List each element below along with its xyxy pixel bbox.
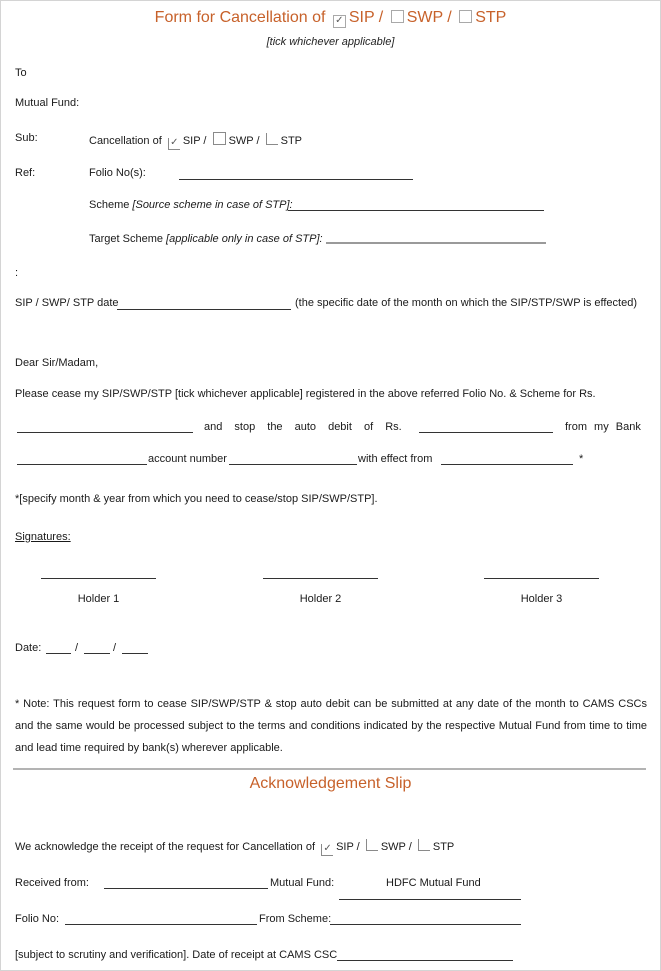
scheme-prefix: Scheme	[89, 199, 130, 211]
sub-swp-label: SWP /	[228, 135, 260, 147]
date-sep-2: /	[113, 642, 117, 654]
ack-folio-input-line[interactable]	[65, 924, 257, 925]
salutation: Dear Sir/Madam,	[15, 357, 99, 369]
mutual-fund-label: Mutual Fund:	[15, 97, 80, 109]
ack-stp-label: STP	[432, 841, 455, 853]
signatures-heading: Signatures:	[15, 531, 71, 543]
star-mark: *	[579, 453, 584, 465]
sip-date-note: (the specific date of the month on which the SIP/STP/SWP is effected)	[295, 297, 637, 309]
sub-stp-label: STP	[280, 135, 303, 147]
sub-prefix: Cancellation of	[89, 135, 162, 147]
date-year-line[interactable]	[122, 653, 148, 654]
holder-3-label: Holder 3	[520, 593, 563, 605]
received-from-label: Received from:	[15, 877, 89, 889]
sip-date-input-line[interactable]	[117, 309, 291, 310]
ack-title: Acknowledgement Slip	[249, 775, 412, 792]
scheme-input-line[interactable]	[288, 210, 544, 211]
holder-2-signature-line[interactable]	[263, 578, 378, 579]
account-number-input-line[interactable]	[229, 464, 357, 465]
title-stp-label: STP	[475, 9, 507, 26]
holder-1-label: Holder 1	[77, 593, 120, 605]
target-note: [applicable only in case of STP]:	[166, 233, 323, 245]
and-stop-text: and stop the auto debit of Rs.	[204, 421, 402, 433]
scheme-note: [Source scheme in case of STP]:	[132, 199, 293, 211]
holder-2-label: Holder 2	[299, 593, 342, 605]
from-scheme-label: From Scheme:	[259, 913, 332, 925]
target-prefix: Target Scheme	[89, 233, 163, 245]
ref-label: Ref:	[15, 167, 36, 179]
ack-swp-checkbox[interactable]	[366, 839, 378, 851]
date-day-line[interactable]	[46, 653, 71, 654]
title-sip-label: SIP /	[348, 9, 384, 26]
sub-swp-checkbox[interactable]	[213, 132, 226, 145]
note-paragraph: * Note: This request form to cease SIP/SWP/STP & stop auto debit can be submitted at any date of the month to CAMS CSCs and the same would be processed subject to the terms and conditions indicated by the respective Mutual Fund from time to time and lead time required by bank(s) wherever applicable.	[15, 698, 647, 754]
amount-input-line[interactable]	[17, 432, 193, 433]
to-label: To	[15, 67, 27, 79]
date-month-line[interactable]	[84, 653, 110, 654]
scrutiny-label: [subject to scrutiny and verification]. Date of receipt at CAMS CSC	[15, 949, 338, 961]
form-subtitle: [tick whichever applicable]	[266, 36, 395, 48]
sub-line	[89, 132, 302, 150]
footnote: *[specify month & year from which you need to cease/stop SIP/SWP/STP].	[15, 493, 378, 505]
target-scheme-input-line[interactable]	[326, 242, 546, 244]
sub-sip-checkbox[interactable]: ✓	[168, 138, 180, 150]
sub-label: Sub:	[15, 132, 38, 144]
title-sip-checkbox[interactable]: ✓	[333, 15, 346, 28]
ack-mutual-fund-label: Mutual Fund:	[270, 877, 335, 889]
sip-date-label: SIP / SWP/ STP date	[15, 297, 119, 309]
ack-line-1-text: We acknowledge the receipt of the request for Cancellation of	[15, 841, 316, 853]
title-stp-checkbox[interactable]	[459, 10, 472, 23]
title-prefix: Form for Cancellation of	[154, 9, 326, 26]
ack-line-1	[15, 839, 454, 856]
holder-3-signature-line[interactable]	[484, 578, 599, 579]
ack-stp-checkbox[interactable]	[418, 839, 430, 851]
date-label: Date:	[15, 642, 42, 654]
ack-sip-checkbox[interactable]: ✓	[321, 844, 333, 856]
ack-mutual-fund-line[interactable]	[339, 899, 521, 900]
receipt-date-input-line[interactable]	[337, 960, 513, 961]
colon-mark: :	[15, 267, 19, 279]
scheme-label	[89, 199, 293, 211]
folio-no-label: Folio No:	[15, 913, 60, 925]
target-scheme-label	[89, 233, 323, 245]
folio-label: Folio No(s):	[89, 167, 146, 179]
date-sep-1: /	[75, 642, 79, 654]
title-swp-checkbox[interactable]	[391, 10, 404, 23]
account-number-text: account number	[148, 453, 227, 465]
effect-date-input-line[interactable]	[441, 464, 573, 465]
sub-sip-label: SIP /	[182, 135, 207, 147]
bank-name-input-line[interactable]	[17, 464, 147, 465]
ack-sip-label: SIP /	[336, 841, 360, 853]
from-bank-text: from my Bank	[565, 421, 641, 433]
form-title	[1, 9, 660, 28]
debit-amount-input-line[interactable]	[419, 432, 553, 433]
from-scheme-input-line[interactable]	[330, 924, 521, 925]
body-paragraph-1: Please cease my SIP/SWP/STP [tick whichever applicable] registered in the above referred Folio No. & Scheme for Rs.	[15, 388, 596, 400]
received-from-input-line[interactable]	[104, 888, 268, 889]
section-divider	[13, 768, 646, 770]
holder-1-signature-line[interactable]	[41, 578, 156, 579]
ack-swp-label: SWP /	[380, 841, 412, 853]
sub-stp-checkbox[interactable]	[266, 133, 278, 145]
with-effect-text: with effect from	[358, 453, 433, 465]
title-swp-label: SWP /	[406, 9, 452, 26]
ack-mutual-fund-value: HDFC Mutual Fund	[386, 877, 481, 889]
folio-input-line[interactable]	[179, 179, 413, 180]
